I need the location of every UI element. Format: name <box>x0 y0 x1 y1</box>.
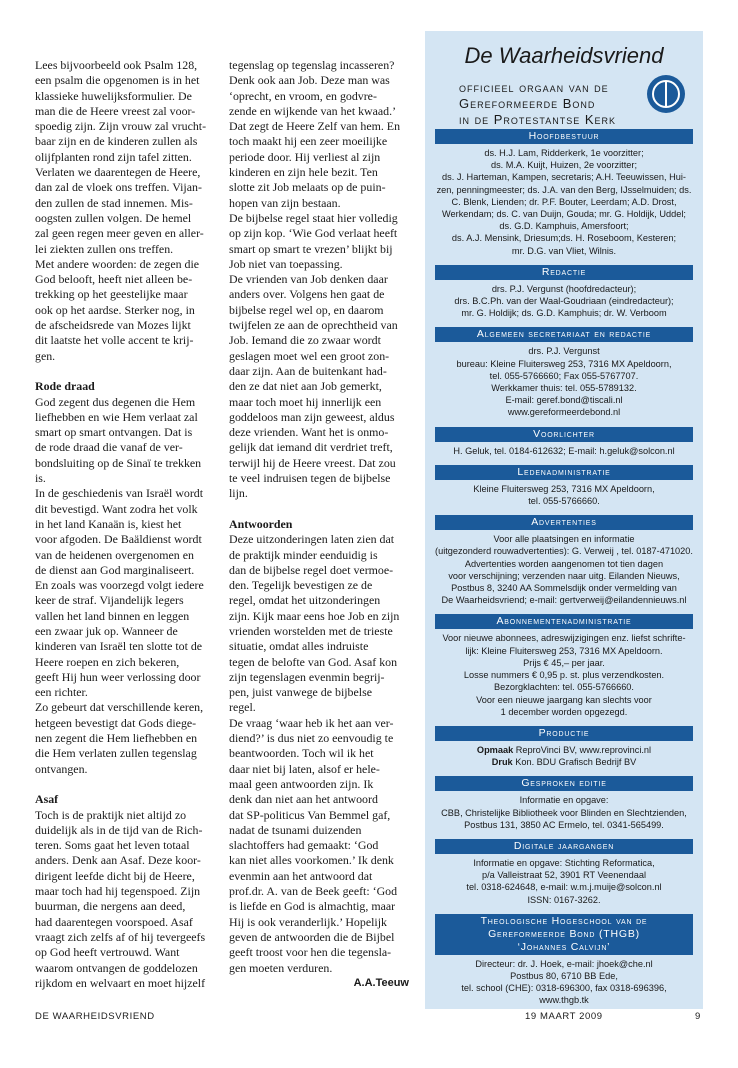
text-line: periode door. Hij verliest al zijn <box>229 149 381 164</box>
colophon-section-body <box>425 791 703 831</box>
paragraph <box>35 700 222 776</box>
colophon-section <box>425 129 703 257</box>
text-line: zende en wijkende van het kwaad.’ <box>229 103 397 118</box>
paragraph <box>35 486 222 700</box>
colophon-line: ds. G.D. Kamphuis, Amersfoort; <box>499 221 629 232</box>
author-signature: A.A.Teeuw <box>353 976 409 989</box>
text-line: bijbelse regel wel op, en daarom <box>229 302 384 317</box>
colophon-section-body <box>425 480 703 507</box>
text-line: nen zegent die Hem liefhebben en <box>35 731 198 746</box>
text-line: Heere roepen en zich bekeren, <box>35 654 180 669</box>
heading-line: Theologische Hogeschool van de <box>480 914 648 927</box>
colophon-line: E-mail: geref.bond@tiscali.nl <box>505 395 623 406</box>
text-line: Deze uitzonderingen laten zien dat <box>229 532 395 547</box>
text-line: die Hem verlaten zullen tegenslag <box>35 746 197 761</box>
text-line: buurman, die nergens aan deed, <box>35 899 186 914</box>
text-line: smart op smart te vrezen’ blijkt bij <box>229 241 393 256</box>
colophon-section-body <box>425 144 703 257</box>
text-line: maal geen antwoorden zijn. Ik <box>229 776 374 791</box>
text-line: geeft Hij hun weer verlossing door <box>35 669 201 684</box>
colophon-section-body <box>425 741 703 768</box>
paragraph <box>35 58 222 364</box>
masthead-subtitle-line: officieel orgaan van de <box>459 80 609 95</box>
text-line: kan niet alles voorkomen.’ Ik denk <box>229 853 394 868</box>
colophon-section <box>425 614 703 717</box>
colophon-line: Voor alle plaatsingen en informatie <box>493 534 635 545</box>
colophon-section <box>425 914 703 1007</box>
colophon-line: Losse nummers € 0,95 p. st. plus verzendkosten. <box>463 670 665 681</box>
colophon-line <box>431 744 697 756</box>
colophon-line-label: Opmaak <box>476 744 514 755</box>
text-line: In de geschiedenis van Israël wordt <box>35 486 204 501</box>
heading-line: Gereformeerde Bond (THGB) <box>488 927 640 940</box>
colophon-line: drs. P.J. Vergunst (hoofdredacteur); <box>491 283 637 294</box>
colophon-line: (uitgezonderd rouwadvertenties): G. Verweij , tel. 0187-471020. <box>435 546 693 557</box>
text-line: hetgeen bevestigt dat Gods diege- <box>35 715 197 730</box>
colophon-line: CBB, Christelijke Bibliotheek voor Blinden en Slechtzienden, <box>441 807 687 818</box>
text-line: van de heidenen overgenomen en <box>35 547 194 562</box>
text-line: De bijbelse regel staat hier volledig <box>229 210 398 225</box>
text-line: lijn. <box>229 486 248 501</box>
text-line: slachtoffers had gemaakt: ‘God <box>229 838 379 853</box>
colophon-section <box>425 839 703 906</box>
text-line: een zwaar juk op. Wanneer de <box>35 623 178 638</box>
paragraph <box>229 211 409 272</box>
colophon-line: drs. P.J. Vergunst <box>528 346 600 357</box>
text-line: toch maakt hij een zeer moeilijke <box>229 134 388 149</box>
text-line: Job. Iemand die zo zwaar wordt <box>229 333 381 348</box>
text-line: regel. <box>229 700 256 715</box>
text-line: Verlaten we daarentegen de Heere, <box>35 165 201 180</box>
masthead-title: De Waarheidsvriend <box>464 43 664 68</box>
masthead-subtitle <box>459 80 649 128</box>
colophon-section <box>425 327 703 418</box>
section-heading: Rode draad <box>35 379 95 394</box>
text-line: Met andere woorden: de zegen die <box>35 256 200 271</box>
text-line: teren. Soms gaat het leven totaal <box>35 838 190 853</box>
heading-line: ‘Johannes Calvijn’ <box>517 940 611 953</box>
colophon-line: mr. G. Holdijk; ds. G.D. Kamphuis; dr. W. Verboom <box>461 308 667 319</box>
heading-line: Digitale jaargangen <box>513 839 615 852</box>
text-line: ‘oprecht, en vroom, en godvre- <box>229 88 377 103</box>
text-line: kinderen van Israël ten slotte tot de <box>35 639 203 654</box>
text-line: God zegent dus degenen die Hem <box>35 394 196 409</box>
colophon-line: Prijs € 45,– per jaar. <box>523 657 605 668</box>
colophon-line: ds. J. Harteman, Kampen, secretaris; A.H. Teeuwissen, Hui- <box>442 172 686 183</box>
text-line: dit bevestigd. Want zodra het volk <box>35 501 198 516</box>
colophon-line: tel. 055-5766660. <box>528 496 600 507</box>
text-line: vrienden worstelden met de trieste <box>229 623 393 638</box>
text-line: gen moeten verduren. <box>229 960 333 975</box>
colophon-line: Advertenties worden aangenomen tot tien dagen <box>464 558 664 569</box>
colophon-line: tel. school (CHE): 0318-696300, fax 0318-696396, <box>461 983 667 994</box>
colophon-panel <box>425 31 703 1009</box>
colophon-line-value: ReproVinci BV, www.reprovinci.nl <box>513 744 652 755</box>
text-line: anders over. Volgens hen gaat de <box>229 287 385 302</box>
text-line: daar niet bij laten, alsof er hele- <box>229 761 380 776</box>
text-line: evenmin aan het antwoord dat <box>229 868 373 883</box>
text-line: is liefde en God is almachtig, maar <box>229 899 396 914</box>
paragraph <box>229 532 409 716</box>
colophon-section-body <box>425 854 703 906</box>
paragraph <box>229 272 409 501</box>
heading-line: Gesproken editie <box>521 777 607 790</box>
text-line: baar zijn en de kinderen zullen als <box>35 134 198 149</box>
colophon-section-heading <box>435 614 693 629</box>
section-heading: Asaf <box>35 792 59 807</box>
colophon-line: p/a Valleistraat 52, 3901 RT Veenendaal <box>482 870 646 881</box>
text-line: twijfelen ze aan de oprechtheid van <box>229 318 398 333</box>
text-line: Hij is ook veranderlijk.’ Hopelijk <box>229 914 387 929</box>
section-heading: Antwoorden <box>229 516 293 531</box>
heading-line: Abonnementenadministratie <box>496 615 632 628</box>
colophon-line: tel. 055-5766660; Fax 055-5767707. <box>489 370 639 381</box>
text-line: bondsluiting op de Sinaï te trekken <box>35 455 202 470</box>
text-line: olijfplanten rond zijn tafel zitten. <box>35 149 192 164</box>
text-line: vraagt zich zelfs af of hij tevergeefs <box>35 929 206 944</box>
colophon-line: Directeur: dr. J. Hoek, e-mail: jhoek@che.nl <box>475 958 653 969</box>
colophon-line: Bezorgklachten: tel. 055-5766660. <box>494 682 634 693</box>
colophon-line: Informatie en opgave: Stichting Reformatica, <box>473 857 655 868</box>
article-column-2 <box>229 58 409 991</box>
heading-line: Advertenties <box>531 516 597 529</box>
colophon-line: Postbus 131, 3850 AC Ermelo, tel. 0341-565499. <box>464 819 664 830</box>
colophon-line: zen, penningmeester; ds. J.A. van den Berg, IJsselmuiden; ds. <box>436 184 692 195</box>
text-line: kinderen en zijn hele bezit. Ten <box>229 165 378 180</box>
text-line: den zullen de stad innemen. Mis- <box>35 195 193 210</box>
text-line: slotte zit Job melaats op de puin- <box>229 180 386 195</box>
text-line: pen, juist vanwege de bijbelse <box>229 685 372 700</box>
text-line: tegenslag op tegenslag incasseren? <box>229 58 395 72</box>
text-line: een richter. <box>35 685 88 700</box>
colophon-section <box>425 265 703 320</box>
colophon-section <box>425 515 703 606</box>
paragraph-gap <box>35 777 222 792</box>
text-line: is. <box>35 471 46 486</box>
colophon-section-heading <box>435 427 693 442</box>
colophon-section-body <box>425 342 703 418</box>
article-column-1 <box>35 58 222 991</box>
text-line: de dienst aan God marginaliseert. <box>35 562 195 577</box>
text-line: den. Tegelijk bevestigen ze de <box>229 578 373 593</box>
text-line: goddeloos man zijn geweest, aldus <box>229 409 395 424</box>
colophon-line: H. Geluk, tel. 0184-612632; E-mail: h.geluk@solcon.nl <box>453 445 675 456</box>
text-line: dan zal de vloek ons treffen. Vijan- <box>35 180 202 195</box>
colophon-section-heading <box>435 465 693 480</box>
colophon-section <box>425 427 703 457</box>
colophon-section-body <box>425 955 703 1007</box>
text-line: Zo gebeurt dat verschillende keren, <box>35 700 204 715</box>
colophon-line-value: Kon. BDU Grafisch Bedrijf BV <box>512 757 637 768</box>
text-line: terwijl hij de Heere vreest. Dat zou <box>229 455 396 470</box>
colophon-line: Kleine Fluitersweg 253, 7316 MX Apeldoorn, <box>473 483 655 494</box>
text-line: diend?’ is dus niet zo eenvoudig te <box>229 731 394 746</box>
text-line: gelijk dat iemand dit verdriet treft, <box>229 440 393 455</box>
colophon-section-heading <box>435 515 693 530</box>
colophon-line: bureau: Kleine Fluitersweg 253, 7316 MX Apeldoorn, <box>456 358 672 369</box>
text-line: lei ziekten zullen ons treffen. <box>35 241 174 256</box>
colophon-section-heading <box>435 129 693 144</box>
colophon-section-heading <box>435 776 693 791</box>
text-line: liefhebben en wie Hem verlaat zal <box>35 409 198 424</box>
text-line: trekking op het geestelijke maar <box>35 287 188 302</box>
colophon-section-body <box>425 280 703 320</box>
colophon-line: lijk: Kleine Fluitersweg 253, 7316 MX Apeldoorn. <box>465 645 663 656</box>
colophon-line: De Waarheidsvriend; e-mail: gertverweij@eilandennieuws.nl <box>441 595 687 606</box>
text-line: rijkdom en welvaart en moet hijzelf <box>35 975 206 990</box>
colophon-section-heading <box>435 914 693 955</box>
text-line: hopen van zijn bestaan. <box>229 195 341 210</box>
gereformeerde-bond-seal-icon <box>647 75 685 113</box>
colophon-line: ISSN: 0167-3262. <box>527 894 601 905</box>
text-line: zijn tegenslagen evenmin begrij- <box>229 669 385 684</box>
text-line: spoedig zijn. Zijn vrouw zal vrucht- <box>35 119 207 134</box>
heading-line: Redactie <box>541 265 587 278</box>
text-line: situatie, omdat alles indruiste <box>229 639 369 654</box>
colophon-section-heading <box>435 265 693 280</box>
text-line: oogsten zullen volgen. De hemel <box>35 210 192 225</box>
text-line: op God heeft vertrouwd. Want <box>35 945 180 960</box>
text-line: duidelijk als in de tijd van de Rich- <box>35 822 203 837</box>
colophon-section-body <box>425 530 703 606</box>
masthead-subtitle-line: Gereformeerde Bond <box>459 96 596 111</box>
text-line: Dat zegt de Heere Zelf van hem. En <box>229 119 401 134</box>
colophon-line: Postbus 8, 3240 AA Sommelsdijk onder vermelding van <box>451 583 677 594</box>
text-line: maar toch moet hij innerlijk een <box>229 394 382 409</box>
colophon-section <box>425 726 703 768</box>
colophon-line: www.gereformeerdebond.nl <box>507 407 621 418</box>
text-line: regel, omdat het uitzonderingen <box>229 593 381 608</box>
text-line: De vrienden van Job denken daar <box>229 272 388 287</box>
colophon-line: C. Blenk, Lienden; dr. P.F. Bouter, Leerdam; A.D. Drost, <box>451 196 677 207</box>
colophon-section-heading <box>435 726 693 741</box>
text-line: de rode draad die vanaf de ver- <box>35 440 183 455</box>
text-line: geven de antwoorden die de Bijbel <box>229 929 395 944</box>
text-line: dirigent leefde dicht bij de Heere, <box>35 868 195 883</box>
text-line: dan de bijbelse regel doet vermoe- <box>229 562 394 577</box>
text-line: ontvangen. <box>35 761 88 776</box>
colophon-section-body <box>425 629 703 717</box>
page-footer <box>35 1011 703 1025</box>
text-line: geslagen moet wel een groot zon- <box>229 348 390 363</box>
colophon-section <box>425 776 703 831</box>
text-line: gen. <box>35 348 56 363</box>
text-line: de afscheidsrede van Mozes lijkt <box>35 318 191 333</box>
text-line: anders. Denk aan Asaf. Deze koor- <box>35 853 201 868</box>
heading-line: Productie <box>538 726 590 739</box>
colophon-line: 1 december worden opgezegd. <box>500 706 628 717</box>
seal-bar <box>665 82 667 106</box>
text-line: den ze dat niet aan Job gemerkt, <box>229 379 382 394</box>
text-line: deze vrienden. Want het is onmo- <box>229 425 389 440</box>
colophon-line: ds. A.J. Mensink, Driesum;ds. H. Roseboom, Kesteren; <box>451 233 677 244</box>
colophon-line: tel. 0318-624648, e-mail: w.m.j.muije@solcon.nl <box>466 882 662 893</box>
colophon-line: Informatie en opgave: <box>519 795 609 806</box>
text-line: klassieke huwelijksformulier. De <box>35 88 192 103</box>
text-line: in het land Kanaän is, kiest het <box>35 516 182 531</box>
colophon-line: ds. M.A. Kuijt, Huizen, 2e voorzitter; <box>490 160 638 171</box>
text-line: waarom ontvangen de goddelozen <box>35 960 198 975</box>
text-line: smart op smart ontvangen. Dat is <box>35 425 193 440</box>
text-line: de praktijk minder eenduidig is <box>229 547 378 562</box>
footer-page-number: 9 <box>695 1011 701 1022</box>
heading-line: Ledenadministratie <box>517 465 611 478</box>
paragraph <box>229 58 409 211</box>
colophon-section-heading <box>435 327 693 342</box>
text-line: dit laatste het volle accent te krij- <box>35 333 194 348</box>
colophon-line: Voor nieuwe abonnees, adreswijzigingen enz. liefst schrifte- <box>442 633 686 644</box>
text-line: voor afgoden. De Baäldienst wordt <box>35 532 202 547</box>
colophon-line: ds. H.J. Lam, Ridderkerk, 1e voorzitter; <box>484 148 644 158</box>
colophon-line: voor verschijning; verzenden naar uitg. Eilanden Nieuws, <box>448 570 680 581</box>
colophon-line: Werkkamer thuis: tel. 055-5789132. <box>491 383 637 394</box>
paragraph <box>35 395 222 487</box>
text-line: De vraag ‘waar heb ik het aan ver- <box>229 715 394 730</box>
text-line: Denk ook aan Job. Deze man was <box>229 73 390 88</box>
heading-line: Algemeen secretariaat en redactie <box>476 328 652 341</box>
colophon-line: drs. B.C.Ph. van der Waal-Goudriaan (eindredacteur); <box>454 296 674 307</box>
text-line: had daarentegen voorspoed. Asaf <box>35 914 193 929</box>
text-line: beantwoorden. Toch wil ik het <box>229 746 374 761</box>
paragraph <box>35 808 222 992</box>
text-line: God belooft, heeft niet alleen be- <box>35 272 193 287</box>
heading-line: Voorlichter <box>533 427 595 440</box>
text-line: En zoals was voorzegd volgt iedere <box>35 578 204 593</box>
colophon-line: Werkendam; ds. C. van Duijn, Gouda; mr. G. Holdijk, Uddel; <box>442 209 686 220</box>
text-line: zijn. Kijk maar eens hoe Job en zijn <box>229 608 400 623</box>
text-line: geeft troost voor hen die tegensla- <box>229 945 392 960</box>
colophon-section <box>425 465 703 507</box>
paragraph-gap <box>229 502 409 517</box>
paragraph-gap <box>35 364 222 379</box>
colophon-line-label: Druk <box>491 757 513 768</box>
colophon-line: Voor een nieuwe jaargang kan slechts voor <box>476 694 652 705</box>
colophon-line: www.thgb.tk <box>539 995 589 1006</box>
text-line: tegen de belofte van God. Asaf kon <box>229 654 398 669</box>
footer-publication: DE WAARHEIDSVRIEND <box>35 1011 155 1022</box>
masthead-subtitle-line: in de Protestantse Kerk <box>459 112 617 127</box>
text-line: Lees bijvoorbeeld ook Psalm 128, <box>35 58 198 72</box>
colophon-sections <box>425 129 703 1015</box>
text-line: keer de straf. Vijandelijk legers <box>35 593 184 608</box>
text-line: man die de Heere vreest zal voor- <box>35 103 196 118</box>
colophon-line <box>431 756 697 768</box>
text-line: te veel indruisen tegen de bijbelse <box>229 471 391 486</box>
text-line: dat SP-politicus Van Bemmel gaf, <box>229 807 391 822</box>
text-line: denk dan niet aan het antwoord <box>229 792 378 807</box>
colophon-line: mr. D.G. van Vliet, Wilnis. <box>511 245 617 256</box>
text-line: nadat de tsunami duizenden <box>229 822 362 837</box>
colophon-section-body <box>425 442 703 457</box>
text-line: Toch is de praktijk niet altijd zo <box>35 807 187 822</box>
text-line: een psalm die opgenomen is in het <box>35 73 200 88</box>
text-line: op zijn kop. ‘Wie God verlaat heeft <box>229 226 398 241</box>
text-line: ook op het aardse. Sterker nog, in <box>35 302 195 317</box>
colophon-section-heading <box>435 839 693 854</box>
text-line: maar toch had hij tegenspoed. Zijn <box>35 884 201 899</box>
footer-date: 19 MAART 2009 <box>525 1011 603 1022</box>
text-line: Job niet van toepassing. <box>229 256 343 271</box>
text-line: vallen het land binnen en leggen <box>35 608 190 623</box>
text-line: daar zijn. Aan de buitenkant had- <box>229 363 387 378</box>
text-line: prof.dr. A. van de Beek geeft: ‘God <box>229 884 398 899</box>
colophon-line: Postbus 80, 6710 BB Ede, <box>510 970 618 981</box>
text-line: zal geen regen meer geven en aller- <box>35 226 204 241</box>
heading-line: Hoofdbestuur <box>528 130 600 142</box>
paragraph <box>229 716 409 976</box>
